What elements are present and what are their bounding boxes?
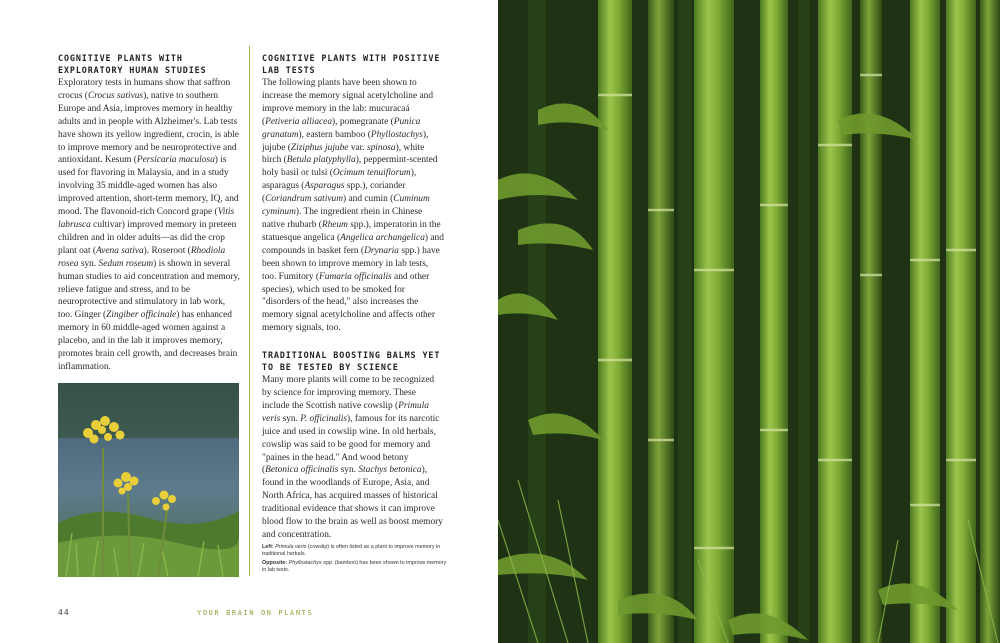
species-name: Angelica archangelica: [340, 232, 425, 243]
page-number: 44: [58, 608, 70, 617]
text-run: ), peppermint-scented holy basil or tulsi (: [262, 155, 438, 179]
text-run: ), asparagus (: [262, 168, 417, 192]
species-name: Ziziphus jujube: [290, 142, 349, 153]
body-text-positive-lab: [262, 77, 444, 335]
text-run: syn.: [338, 465, 359, 476]
column-1: [58, 52, 240, 388]
body-text-traditional: [262, 374, 444, 542]
species-name: Vitis labrusca: [58, 207, 235, 230]
text-run: ) has enhanced memory in 60 middle-aged women against a placebo, and in the lab it improves memory, promotes brain cell growth, and decreases brain inflammation.: [58, 310, 238, 372]
text-run: ), eastern bamboo (: [298, 129, 371, 140]
cowslip-photo: [58, 383, 239, 577]
species-name: Cuminum cyminum: [262, 194, 430, 218]
species-name: Petiveria alliacea: [265, 116, 333, 127]
text-run: ) is shown in several human studies to aid concentration and memory, relieve fatigue and stress, and to be neuroprotective and stimulatory in lab work, too. Ginger (: [58, 258, 240, 321]
text-run: ), native to southern Europe and Asia, improves memory in healthy adults and in people with Alzheimer's. Lab tests have shown its yellow ingredient, crocin, is able to improve memory and be neuroprotective and antioxidant. Kesum (: [58, 90, 239, 166]
species-name: Coriandrum sativum: [265, 194, 343, 205]
species-name: Asparagus: [304, 181, 345, 192]
species-name: Rheum: [321, 219, 348, 230]
text-run: ). Roseroot (: [143, 245, 191, 256]
text-run: var.: [348, 142, 367, 153]
text-run: ) and compounds in basket fern (: [262, 232, 444, 256]
text-run: syn.: [280, 413, 301, 424]
species-name: Phyllostachys: [370, 129, 423, 140]
species-name: Ocimum tenuiflorum: [332, 168, 411, 179]
species-name: Fumaria officinalis: [319, 271, 392, 282]
species-name: Stachys betonica: [358, 465, 422, 476]
species-name: Phyllostachys: [288, 559, 322, 566]
text-run: spp.), coriander (: [262, 181, 406, 205]
text-run: ), jujube (: [262, 129, 429, 153]
photo-captions: [262, 544, 447, 575]
text-run: spp.) have been shown to improve memory in lab tests, too. Fumitory (: [262, 245, 440, 282]
species-name: spinosa: [366, 142, 396, 153]
text-run: ), famous for its narcotic juice and used in cowslip wine. In old herbals, cowslip was said to be good for memory and "paines in the head." And wood betony (: [262, 413, 440, 476]
section-heading-exploratory: COGNITIVE PLANTS WITH EXPLORATORY HUMAN STUDIES: [58, 53, 207, 75]
species-name: Persicaria maculosa: [136, 155, 215, 166]
text-run: cultivar) improved memory in preteen children and in older adults—as did the crop plant oat (: [58, 219, 237, 256]
bamboo-photo: [498, 0, 1000, 643]
left-page: [0, 0, 498, 643]
species-name: Primula veris: [262, 400, 429, 424]
text-run: Many more plants will come to be recognized by science for improving memory. These include the Scottish native cowslip (: [262, 375, 435, 411]
section-heading-positive-lab: COGNITIVE PLANTS WITH POSITIVE LAB TESTS: [262, 53, 441, 75]
caption-left-label: Left:: [262, 544, 274, 550]
text-run: ), pomegranate (: [332, 116, 394, 127]
text-run: ). The ingredient rhein in Chinese native rhubarb (: [262, 207, 423, 230]
caption-left-text: [262, 544, 440, 557]
text-run: Exploratory tests in humans show that saffron crocus (: [58, 78, 231, 101]
text-run: ) and cumin (: [343, 194, 394, 205]
species-name: Crocus sativus: [87, 90, 144, 101]
species-name: Sedum roseum: [98, 258, 154, 269]
species-name: Avena sativa: [96, 245, 144, 256]
species-name: Primula veris: [275, 544, 307, 550]
text-run: ) is used for flavoring in Malaysia, and in a study involving 35 middle-aged women has also improved attention, short-term memory, IQ, and mood. The flavonoid-rich Concord grape (: [58, 155, 239, 218]
text-run: spp.), imperatorin in the statuesque angelica (: [262, 219, 441, 243]
species-name: Rhodiola rosea: [58, 245, 226, 269]
species-name: Drynaria: [364, 245, 399, 256]
caption-opposite-label: Opposite:: [262, 559, 288, 566]
text-run: ), found in the woodlands of Europe, Asia, and North Africa, has acquired masses of historical traditional evidence that shows it can improve blood flow to the brain as well as boost memory and concentration.: [262, 465, 443, 540]
body-text-exploratory: [58, 77, 240, 374]
caption-opposite: [262, 560, 447, 575]
text-run: and other species), which used to be smoked for "disorders of the head," also increases the memory signal acetylcholine and affects other memory signals, too.: [262, 271, 435, 334]
species-name: Betula platyphylla: [286, 155, 356, 166]
species-name: Punica granatum: [262, 116, 421, 140]
text-run: (cowslip) is often listed as a plant to improve memory in traditional herbals.: [262, 544, 441, 558]
text-run: The following plants have been shown to increase the memory signal acetylcholine and improve memory in the lab: mucuracaá (: [262, 78, 434, 127]
text-run: spp. (bamboo) has been shown to improve memory in lab tests.: [262, 559, 447, 573]
caption-opposite-text: [262, 560, 446, 573]
species-name: Betonica officinalis: [265, 465, 339, 476]
caption-left: [262, 544, 447, 559]
column-divider: [249, 46, 250, 576]
section-heading-traditional: TRADITIONAL BOOSTING BALMS YET TO BE TESTED BY SCIENCE: [262, 350, 441, 373]
species-name: Zingiber officinale: [106, 310, 177, 321]
text-run: syn.: [78, 258, 99, 269]
running-head: YOUR BRAIN ON PLANTS: [197, 609, 314, 617]
species-name: P. officinalis: [300, 413, 348, 424]
text-run: ), white birch (: [262, 142, 425, 166]
column-2: [262, 52, 444, 556]
